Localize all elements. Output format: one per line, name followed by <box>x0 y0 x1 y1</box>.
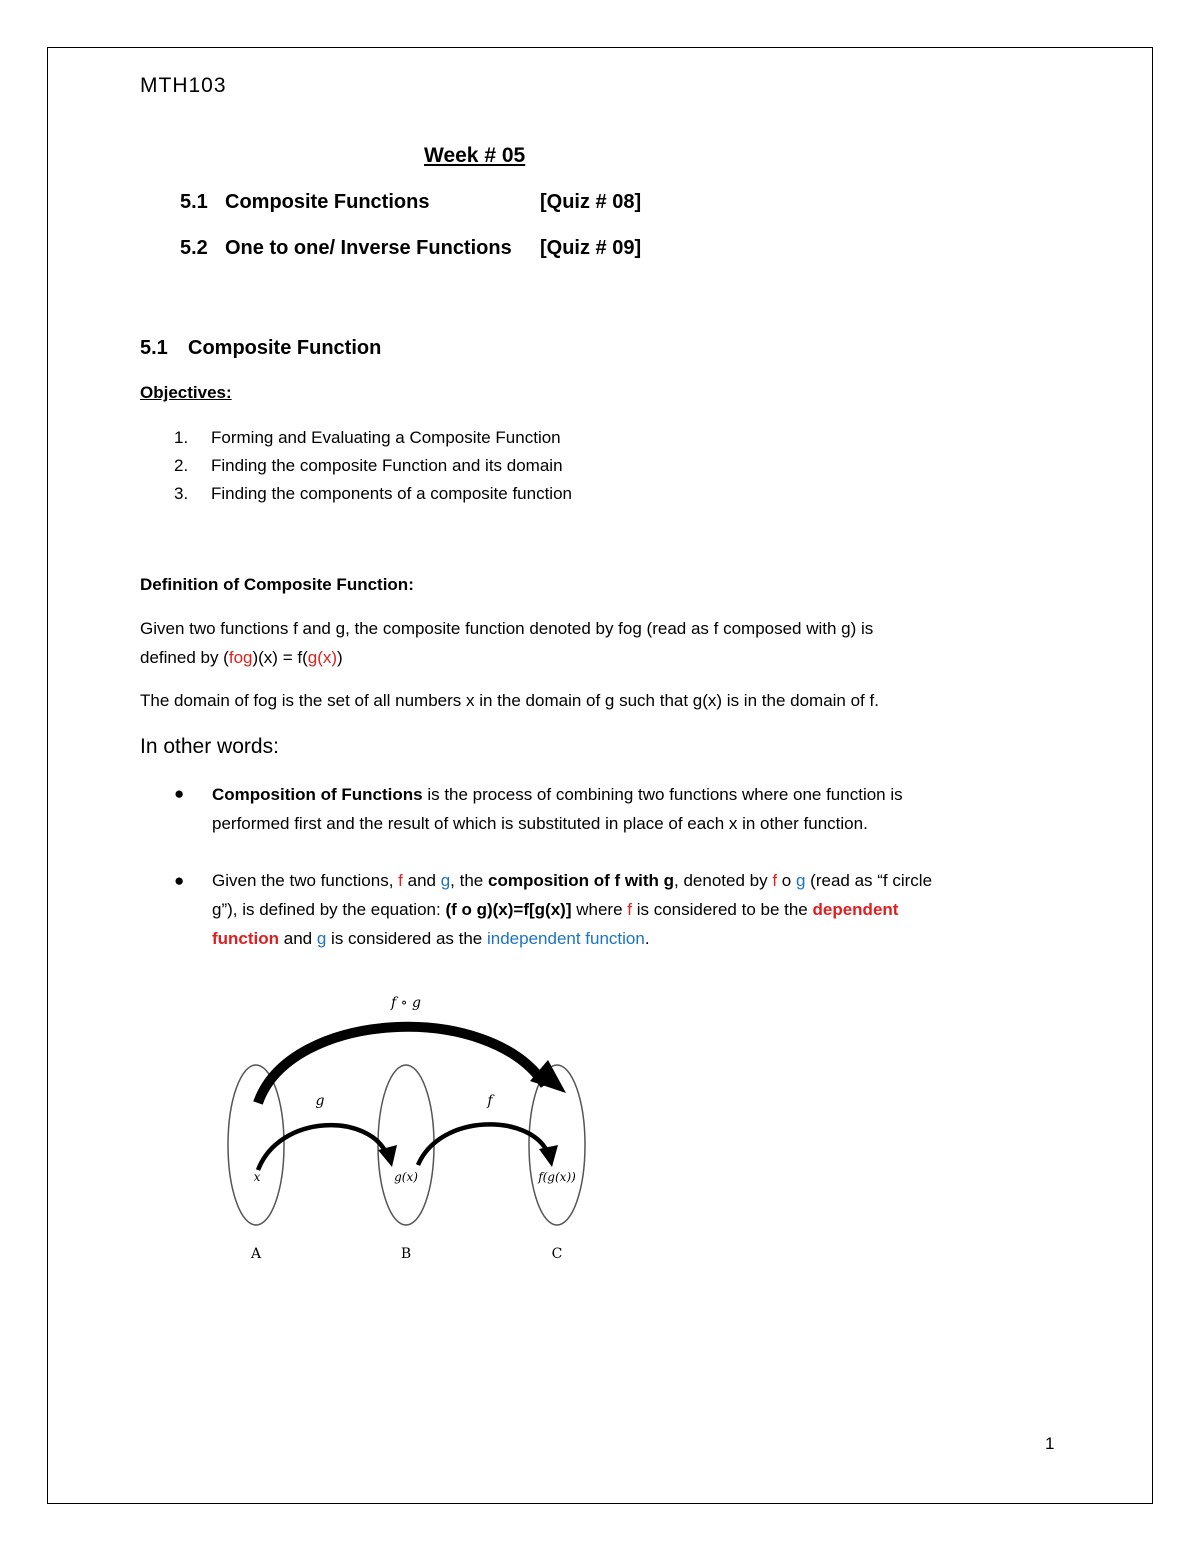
dependent-highlight: dependent <box>812 900 899 919</box>
list-number: 3. <box>174 484 189 503</box>
text-run: . <box>644 929 650 948</box>
set-a-label: A <box>250 1246 262 1262</box>
text-run: ) <box>337 648 343 667</box>
f-highlight: f <box>398 871 403 890</box>
list-text: Finding the composite Function and its domain <box>211 456 563 475</box>
gx-highlight: g(x) <box>307 648 338 667</box>
fog-arrow <box>258 1027 545 1103</box>
text-run: is considered to be the <box>631 900 813 919</box>
composite-function-diagram <box>200 985 620 1275</box>
list-item <box>174 482 572 510</box>
text-run: (read as “f circle <box>805 871 933 890</box>
g-label: g <box>315 1093 325 1109</box>
list-text: Finding the components of a composite function <box>211 484 572 503</box>
other-words-heading: In other words: <box>140 735 279 758</box>
f-highlight: f <box>772 871 778 890</box>
section-number: 5.1 <box>140 337 168 359</box>
f-label: f <box>487 1093 493 1109</box>
list-item <box>174 454 572 482</box>
section-title: Composite Function <box>188 337 382 359</box>
list-number: 1. <box>174 428 189 447</box>
toc-num-2: 5.2 <box>180 237 208 259</box>
text-run: , the <box>450 871 488 890</box>
section-heading <box>140 337 381 360</box>
text-run: performed first and the result of which is substituted in place of each x in other function. <box>212 814 868 833</box>
bullet-dot-2: ● <box>174 871 185 890</box>
g-highlight: g <box>795 871 806 890</box>
gx-label: g(x) <box>394 1170 418 1184</box>
toc-quiz-2: [Quiz # 09] <box>540 237 642 259</box>
domain-paragraph: The domain of fog is the set of all numbers x in the domain of g such that g(x) is in the domain of f. <box>140 691 879 710</box>
text-run: is the process of combining two functions where one function is <box>422 785 903 804</box>
toc-title-1: Composite Functions <box>225 191 430 213</box>
toc-quiz-1: [Quiz # 08] <box>540 191 642 213</box>
definition-line-2 <box>140 648 343 668</box>
set-b-label: B <box>400 1246 412 1262</box>
text-run: Given the two functions, <box>212 871 399 890</box>
text-run: o <box>777 871 796 890</box>
text-run: where <box>571 900 628 919</box>
dependent-highlight: function <box>212 929 280 948</box>
toc-title-2: One to one/ Inverse Functions <box>225 237 512 259</box>
text-run: , denoted by <box>674 871 773 890</box>
text-run: and <box>279 929 317 948</box>
x-label: x <box>253 1170 261 1184</box>
fgx-label: f(g(x)) <box>538 1170 576 1184</box>
text-run: is considered as the <box>326 929 487 948</box>
f-arrowhead <box>539 1145 558 1167</box>
list-text: Forming and Evaluating a Composite Function <box>211 428 561 447</box>
fog-label: f ∘ g <box>391 995 421 1011</box>
g-highlight: g <box>316 929 327 948</box>
set-c-label: C <box>551 1246 563 1262</box>
bold-run: composition of f with g <box>487 871 675 890</box>
independent-highlight: independent function <box>486 929 645 948</box>
fog-highlight: fog <box>228 648 253 667</box>
text-run: defined by ( <box>140 648 229 667</box>
text-run: )(x) = f( <box>252 648 308 667</box>
objectives-heading: Objectives: <box>140 383 232 402</box>
g-highlight: g <box>440 871 451 890</box>
page-number: 1 <box>1045 1434 1055 1453</box>
bullet-text-1 <box>212 780 1062 838</box>
list-number: 2. <box>174 456 189 475</box>
course-code: MTH103 <box>140 74 227 97</box>
toc-num-1: 5.1 <box>180 191 208 213</box>
text-run: and <box>402 871 441 890</box>
equation: (f o g)(x)=f[g(x)] <box>445 900 572 919</box>
week-heading: Week # 05 <box>424 144 526 167</box>
list-item <box>174 426 572 454</box>
g-arrow <box>258 1125 387 1170</box>
objectives-list <box>174 426 572 510</box>
definition-line-1: Given two functions f and g, the composite function denoted by fog (read as f composed with g) is <box>140 619 874 638</box>
bold-run: Composition of Functions <box>212 785 423 804</box>
bullet-dot-1: ● <box>174 784 185 803</box>
definition-heading: Definition of Composite Function: <box>140 575 414 594</box>
bullet-text-2 <box>212 866 1062 953</box>
text-run: g”), is defined by the equation: <box>212 900 446 919</box>
set-b-ellipse <box>378 1065 434 1225</box>
f-highlight: f <box>627 900 632 919</box>
page-border <box>47 47 1153 1504</box>
